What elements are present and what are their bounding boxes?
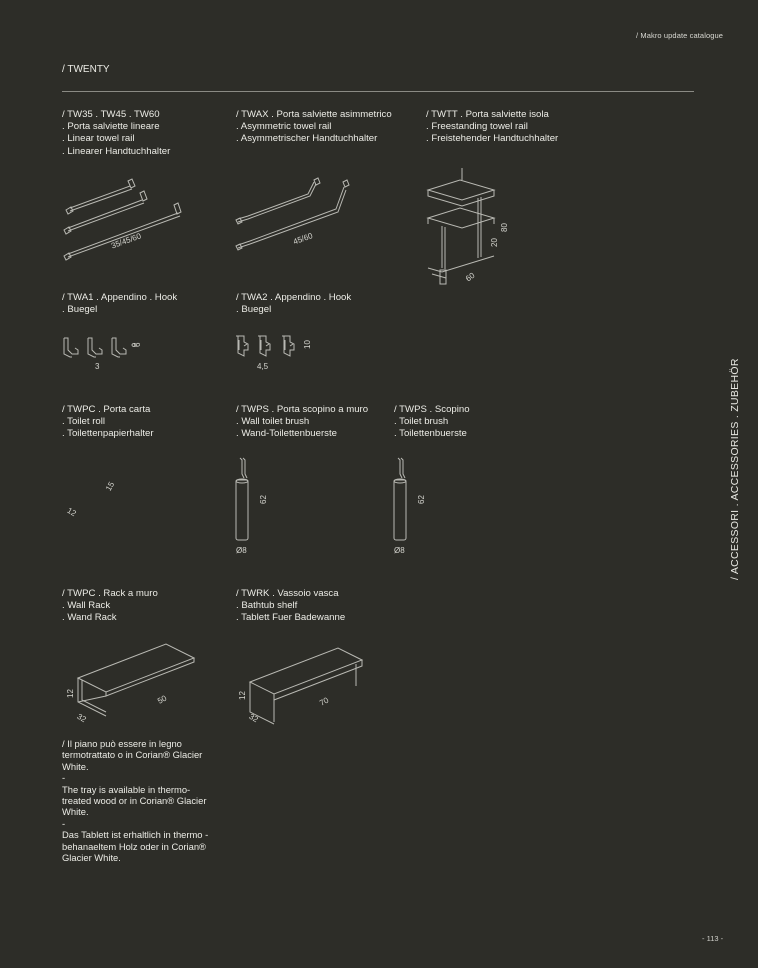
note-german: Das Tablett ist erhaltlich in thermo - behanaeltem Holz oder in Corian® Glacier White. bbox=[62, 829, 209, 864]
freestanding-towel-rail-drawing bbox=[422, 168, 502, 288]
product-title: / TWRK . Vassoio vasca bbox=[236, 588, 339, 599]
dimension-label: 32 bbox=[247, 712, 260, 725]
catalogue-header: / Makro update catalogue bbox=[636, 31, 724, 40]
note-english: The tray is available in thermo-treated wood or in Corian® Glacier White. bbox=[62, 783, 207, 818]
section-title: / TWENTY bbox=[62, 64, 110, 75]
product-line-en: . Freistehender Handtuchhalter bbox=[426, 133, 559, 145]
dimension-label: 12 bbox=[238, 691, 247, 700]
product-twa1 bbox=[62, 292, 177, 316]
product-line-it: . Porta salviette lineare bbox=[62, 121, 160, 133]
product-title: / TW35 . TW45 . TW60 bbox=[62, 109, 160, 120]
dimension-label: 12 bbox=[66, 689, 75, 698]
product-title: / TWAX . Porta salviette asimmetrico bbox=[236, 109, 392, 120]
dimension-label: 45/60 bbox=[292, 231, 314, 247]
product-title: / TWPC . Rack a muro bbox=[62, 588, 158, 599]
product-line-en: . Tablett Fuer Badewanne bbox=[236, 612, 346, 624]
product-line-it: . Freestanding towel rail bbox=[426, 121, 528, 133]
product-title: / TWPS . Porta scopino a muro bbox=[236, 404, 369, 415]
hook-twa2-drawing bbox=[234, 332, 304, 362]
side-category-label: / ACCESSORI . ACCESSORIES . ZUBEHÖR bbox=[729, 358, 741, 580]
wall-toilet-brush-drawing bbox=[230, 456, 260, 546]
dimension-label: 3 bbox=[95, 362, 100, 371]
dimension-label: 6 bbox=[133, 342, 142, 347]
dimension-label: 35/45/60 bbox=[110, 231, 143, 251]
product-line-en: . Wand Rack bbox=[62, 612, 117, 624]
product-title: / TWPC . Porta carta bbox=[62, 404, 151, 415]
dimension-label: Ø8 bbox=[236, 546, 247, 555]
product-title: / TWPS . Scopino bbox=[394, 404, 470, 415]
product-twtt bbox=[426, 109, 558, 146]
product-line-it: . Bathtub shelf bbox=[236, 600, 298, 612]
note-italian: / Il piano può essere in legno termotrattato o in Corian® Glacier White. bbox=[62, 738, 203, 772]
dimension-label: 62 bbox=[259, 495, 268, 504]
product-twps-wall bbox=[236, 404, 368, 441]
product-twpc-roll bbox=[62, 404, 154, 441]
product-line-it: . Toilet brush bbox=[394, 416, 449, 428]
product-twps-brush bbox=[394, 404, 470, 441]
dimension-label: 15 bbox=[104, 480, 117, 493]
dimension-label: 32 bbox=[75, 712, 88, 725]
product-line-de: . Linearer Handtuchhalter bbox=[62, 145, 171, 157]
linear-towel-rail-drawing bbox=[60, 172, 190, 262]
product-twpc-rack bbox=[62, 588, 158, 625]
note-separator: - bbox=[62, 817, 66, 829]
dimension-label: Ø8 bbox=[394, 546, 405, 555]
dimension-label: 60 bbox=[464, 270, 477, 284]
dimension-label: 4,5 bbox=[257, 362, 269, 371]
dimension-label: 12 bbox=[65, 506, 78, 519]
product-line: . Buegel bbox=[236, 304, 272, 316]
product-line-it: . Wall toilet brush bbox=[236, 416, 310, 428]
product-title: / TWA1 . Appendino . Hook bbox=[62, 292, 178, 303]
product-line-it: . Toilet roll bbox=[62, 416, 106, 428]
product-line-en: . Toilettenpapierhalter bbox=[62, 428, 154, 440]
section-divider bbox=[62, 91, 694, 92]
material-note bbox=[62, 738, 212, 863]
dimension-label: 80 bbox=[500, 223, 509, 232]
product-line-en: . Toilettenbuerste bbox=[394, 428, 467, 440]
product-line-it: . Asymmetric towel rail bbox=[236, 121, 332, 133]
product-line-it: . Wall Rack bbox=[62, 600, 111, 612]
dimension-label: 62 bbox=[417, 495, 426, 504]
product-twa2 bbox=[236, 292, 351, 316]
hook-twa1-drawing bbox=[62, 334, 142, 364]
product-title: / TWA2 . Appendino . Hook bbox=[236, 292, 352, 303]
bathtub-shelf-drawing bbox=[246, 640, 366, 725]
dimension-label: 10 bbox=[303, 340, 312, 349]
dimension-label: 70 bbox=[318, 695, 331, 708]
note-separator: - bbox=[62, 772, 66, 784]
toilet-brush-drawing bbox=[388, 456, 418, 546]
product-line-en: . Asymmetrischer Handtuchhalter bbox=[236, 133, 378, 145]
dimension-label: 20 bbox=[490, 238, 499, 247]
page-number: - 113 - bbox=[702, 934, 724, 943]
product-tw-linear bbox=[62, 109, 170, 158]
product-title: / TWTT . Porta salviette isola bbox=[426, 109, 549, 120]
product-line-en: . Wand-Toilettenbuerste bbox=[236, 428, 337, 440]
product-line-en: . Linear towel rail bbox=[62, 133, 135, 145]
product-twrk bbox=[236, 588, 345, 625]
wall-rack-drawing bbox=[74, 640, 198, 710]
dimension-label: 50 bbox=[156, 693, 169, 706]
product-line: . Buegel bbox=[62, 304, 98, 316]
product-twax bbox=[236, 109, 392, 146]
